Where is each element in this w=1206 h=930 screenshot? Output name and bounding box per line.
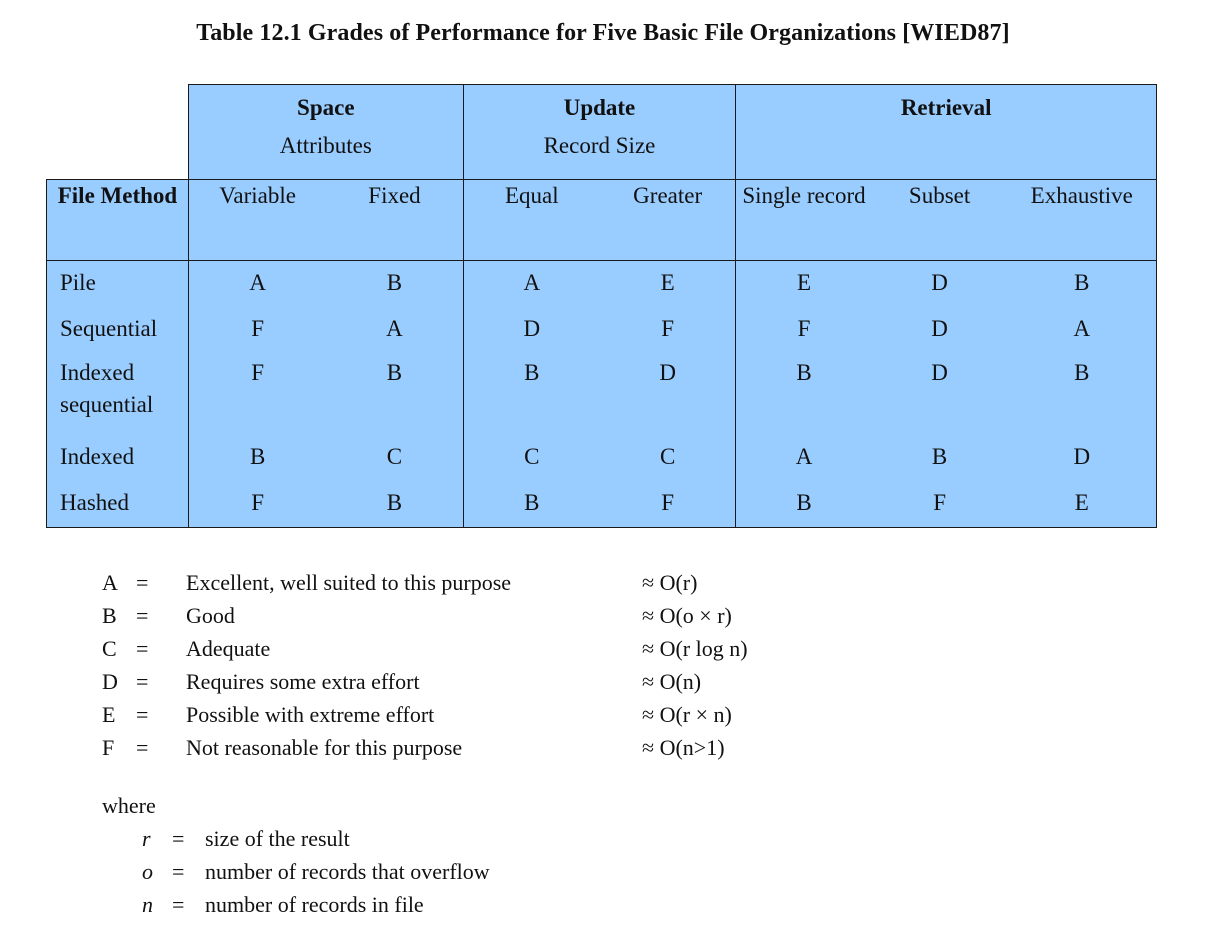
row-label: Indexed sequential <box>47 353 189 435</box>
grade-cell: D <box>463 307 600 353</box>
grade-cell: B <box>463 353 600 435</box>
grade-cell: F <box>600 481 736 528</box>
column-header: Exhaustive <box>1008 180 1157 261</box>
where-definitions <box>102 790 490 921</box>
legend-equals: = <box>136 735 149 760</box>
grade-cell: B <box>1008 353 1157 435</box>
legend-description: Adequate <box>186 636 271 661</box>
grade-cell: F <box>600 307 736 353</box>
grade-cell: D <box>872 261 1008 308</box>
grade-cell: D <box>600 353 736 435</box>
table-row <box>47 481 1157 528</box>
legend-equals: = <box>136 702 149 727</box>
where-row <box>102 822 350 855</box>
group-header-retrieval: Retrieval <box>736 85 1157 180</box>
grade-cell: F <box>188 307 326 353</box>
column-header: Single record <box>736 180 872 261</box>
legend-complexity: ≈ O(n>1) <box>642 735 725 760</box>
table-row <box>47 435 1157 481</box>
legend-description: Not reasonable for this purpose <box>186 735 463 760</box>
where-symbol: n <box>142 892 153 917</box>
column-header: Greater <box>600 180 736 261</box>
legend-description: Excellent, well suited to this purpose <box>186 570 512 595</box>
grades-table <box>46 84 1157 528</box>
grade-cell: C <box>463 435 600 481</box>
where-equals: = <box>172 892 185 917</box>
where-title: where <box>102 793 156 818</box>
table-row <box>47 307 1157 353</box>
group-sub-space: Attributes <box>188 131 463 180</box>
grade-cell: F <box>736 307 872 353</box>
grade-cell: E <box>600 261 736 308</box>
grade-cell: A <box>188 261 326 308</box>
legend-complexity: ≈ O(o × r) <box>642 603 732 628</box>
group-sub-update: Record Size <box>463 131 736 180</box>
grade-cell: C <box>600 435 736 481</box>
grade-cell: B <box>188 435 326 481</box>
where-description: size of the result <box>205 826 350 851</box>
where-row <box>102 888 424 921</box>
legend-description: Good <box>186 603 235 628</box>
grade-cell: F <box>188 353 326 435</box>
legend-complexity: ≈ O(r log n) <box>642 636 748 661</box>
group-header-update: Update <box>463 85 736 132</box>
grade-cell: B <box>736 481 872 528</box>
grade-cell: A <box>1008 307 1157 353</box>
row-label: Hashed <box>47 481 189 528</box>
legend-complexity: ≈ O(r × n) <box>642 702 732 727</box>
legend-grade: C <box>102 636 117 661</box>
table-caption: Table 12.1 Grades of Performance for Five Basic File Organizations [WIED87] <box>196 20 1010 46</box>
grade-cell: B <box>326 353 463 435</box>
grade-cell: B <box>326 261 463 308</box>
grade-cell: E <box>1008 481 1157 528</box>
legend-complexity: ≈ O(r) <box>642 570 698 595</box>
row-label: Sequential <box>47 307 189 353</box>
legend-equals: = <box>136 636 149 661</box>
legend-grade: E <box>102 702 116 727</box>
where-description: number of records in file <box>205 892 424 917</box>
grade-cell: A <box>326 307 463 353</box>
grade-cell: E <box>736 261 872 308</box>
row-label: Pile <box>47 261 189 308</box>
table-row <box>47 261 1157 308</box>
row-label: Indexed <box>47 435 189 481</box>
grade-cell: B <box>872 435 1008 481</box>
legend-equals: = <box>136 669 149 694</box>
grade-cell: B <box>1008 261 1157 308</box>
grade-cell: A <box>736 435 872 481</box>
legend-description: Requires some extra effort <box>186 669 420 694</box>
where-row <box>102 855 490 888</box>
grade-cell: D <box>872 307 1008 353</box>
grade-cell: F <box>872 481 1008 528</box>
where-symbol: r <box>142 826 151 851</box>
table-row <box>47 353 1157 435</box>
grade-cell: B <box>326 481 463 528</box>
grade-cell: A <box>463 261 600 308</box>
corner-blank <box>47 85 189 132</box>
legend-description: Possible with extreme effort <box>186 702 435 727</box>
grade-cell: F <box>188 481 326 528</box>
legend-grade: B <box>102 603 117 628</box>
column-header: Fixed <box>326 180 463 261</box>
where-symbol: o <box>142 859 153 884</box>
legend-complexity: ≈ O(n) <box>642 669 702 694</box>
column-header: Subset <box>872 180 1008 261</box>
row-header-file-method: File Method <box>47 180 189 261</box>
legend-grade: F <box>102 735 115 760</box>
grade-cell: B <box>463 481 600 528</box>
column-header: Equal <box>463 180 600 261</box>
where-equals: = <box>172 859 185 884</box>
column-header: Variable <box>188 180 326 261</box>
grade-cell: B <box>736 353 872 435</box>
grade-cell: C <box>326 435 463 481</box>
grade-cell: D <box>872 353 1008 435</box>
grade-cell: D <box>1008 435 1157 481</box>
where-equals: = <box>172 826 185 851</box>
group-header-space: Space <box>188 85 463 132</box>
legend-equals: = <box>136 603 149 628</box>
legend-grade: D <box>102 669 118 694</box>
legend-equals: = <box>136 570 149 595</box>
legend-grade: A <box>102 570 118 595</box>
where-description: number of records that overflow <box>205 859 490 884</box>
